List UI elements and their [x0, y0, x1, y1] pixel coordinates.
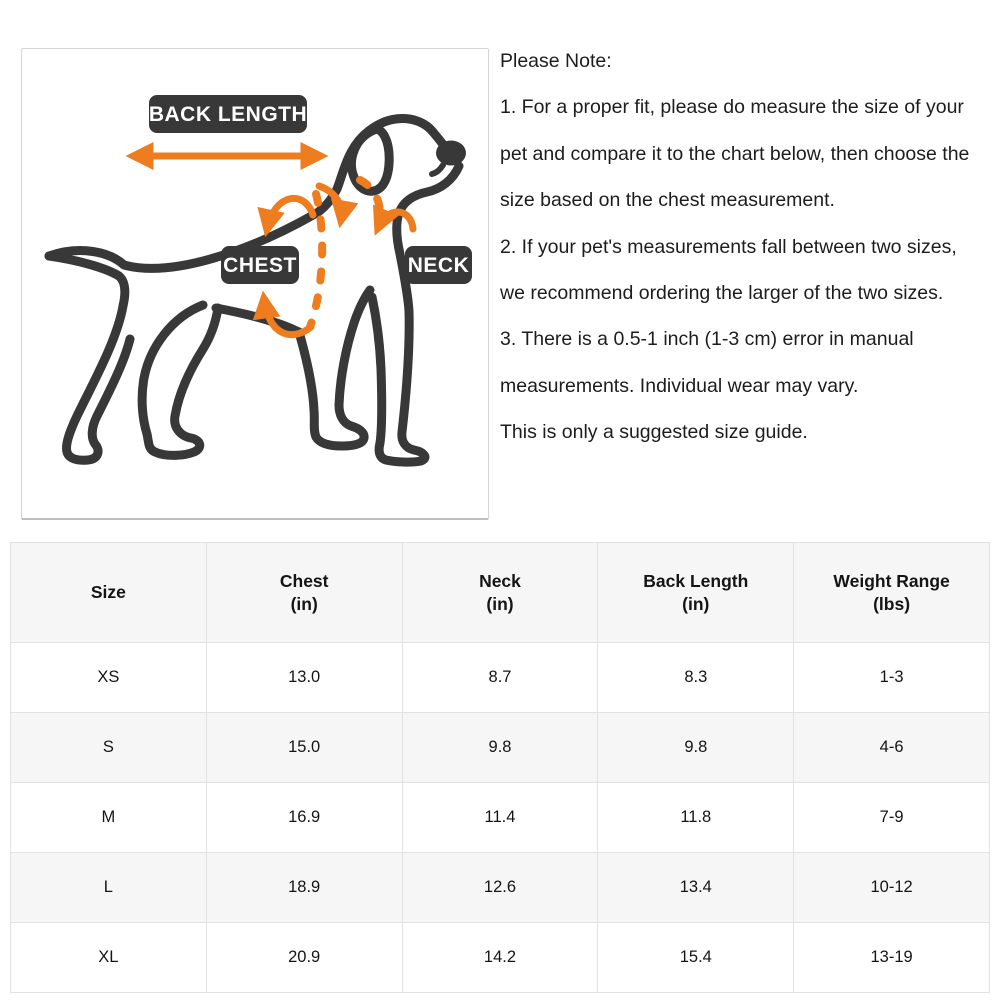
column-header: Weight Range (lbs): [794, 543, 990, 643]
table-cell: 8.7: [402, 643, 598, 713]
dog-nose: [436, 141, 466, 166]
table-cell: 1-3: [794, 643, 990, 713]
table-header: [11, 543, 990, 643]
table-cell: 15.4: [598, 923, 794, 993]
note-line: measurements. Individual wear may vary.: [500, 374, 859, 397]
table-cell: 16.9: [206, 783, 402, 853]
dog-diagram-box: [21, 48, 489, 520]
dog-measurement-diagram: [22, 49, 488, 517]
column-header: Chest (in): [206, 543, 402, 643]
note-line: size based on the chest measurement.: [500, 189, 835, 212]
table-cell: 14.2: [402, 923, 598, 993]
table-cell: 7-9: [794, 783, 990, 853]
table-cell: 9.8: [598, 713, 794, 783]
table-cell: 9.8: [402, 713, 598, 783]
neck-badge-text: NECK: [407, 254, 470, 277]
table-cell: 13.0: [206, 643, 402, 713]
table-cell: 13.4: [598, 853, 794, 923]
column-header: Size: [11, 543, 207, 643]
column-header: Back Length (in): [598, 543, 794, 643]
column-header: Neck (in): [402, 543, 598, 643]
notes: [500, 38, 1000, 456]
table-row: [11, 643, 990, 713]
table-cell: 4-6: [794, 713, 990, 783]
table-row: [11, 923, 990, 993]
table-cell: 13-19: [794, 923, 990, 993]
note-line: 1. For a proper fit, please do measure the size of your: [500, 96, 964, 119]
size-table: [10, 542, 990, 993]
table-cell: 8.3: [598, 643, 794, 713]
note-line: we recommend ordering the larger of the two sizes.: [500, 282, 944, 305]
table-cell: 10-12: [794, 853, 990, 923]
table-cell: 11.4: [402, 783, 598, 853]
table-cell: XS: [11, 643, 207, 713]
note-line: 3. There is a 0.5-1 inch (1-3 cm) error in manual: [500, 328, 914, 351]
back-length-badge-text: BACK LENGTH: [148, 103, 308, 126]
table-cell: M: [11, 783, 207, 853]
table-cell: 11.8: [598, 783, 794, 853]
table-row: [11, 853, 990, 923]
table-row: [11, 783, 990, 853]
note-line: 2. If your pet's measurements fall between two sizes,: [500, 235, 957, 258]
table-cell: 20.9: [206, 923, 402, 993]
table-cell: L: [11, 853, 207, 923]
table-cell: 12.6: [402, 853, 598, 923]
chest-badge-text: CHEST: [223, 254, 297, 277]
note-line: Please Note:: [500, 50, 612, 72]
note-line: This is only a suggested size guide.: [500, 421, 808, 444]
dog-mouth-line: [432, 165, 443, 174]
table-cell: 15.0: [206, 713, 402, 783]
dog-outline: [49, 118, 459, 462]
table-cell: 18.9: [206, 853, 402, 923]
table-row: [11, 713, 990, 783]
note-line: pet and compare it to the chart below, then choose the: [500, 142, 970, 165]
table-cell: S: [11, 713, 207, 783]
table-cell: XL: [11, 923, 207, 993]
table-body: [11, 643, 990, 993]
table-header-row: [11, 543, 990, 643]
